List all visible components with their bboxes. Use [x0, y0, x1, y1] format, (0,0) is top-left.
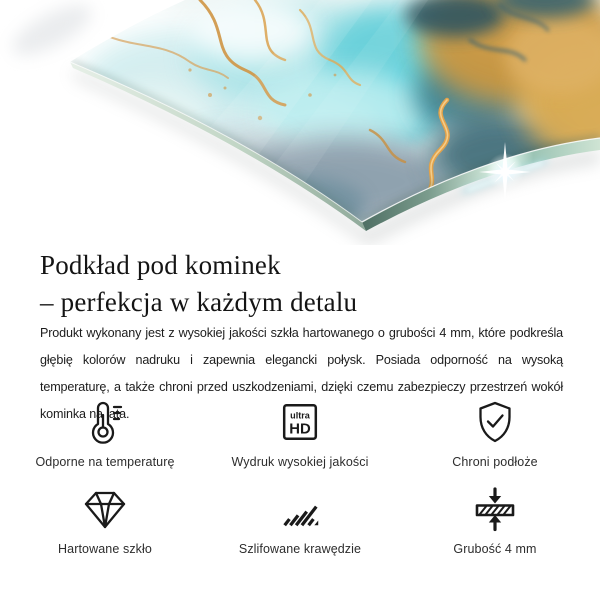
feature-item-print-quality	[180, 397, 420, 469]
page-title-line2: – perfekcja w każdym detalu	[40, 287, 358, 318]
hero-image	[0, 0, 600, 245]
feature-item-tempered-glass	[30, 484, 180, 556]
features-row-2	[30, 484, 570, 556]
feature-item-polished-edges	[180, 484, 420, 556]
feature-label: Grubość 4 mm	[453, 542, 537, 556]
feature-item-protects	[420, 397, 570, 469]
ultra-hd-icon	[277, 397, 323, 447]
feature-label: Szlifowane krawędzie	[238, 542, 362, 556]
svg-text:ultra: ultra	[290, 410, 310, 421]
shield-check-icon	[471, 397, 519, 447]
page-title	[40, 247, 560, 321]
diamond-icon	[81, 484, 129, 534]
feature-item-temperature	[30, 397, 180, 469]
glass-panel	[0, 0, 600, 245]
product-description: Produkt wykonany jest z wysokiej jakości szkła hartowanego o grubości 4 mm, które podkreśla głębię kolorów nadruku i zapewnia elegancki połysk. Posiada odporność na wysoką temperaturę, a także chroni przed uszkodzeniami, dzięki czemu zabezpieczy przestrzeń wokół kominka na lata.	[40, 325, 563, 421]
page-title-line1: Podkład pod kominek	[40, 250, 281, 281]
features-grid	[30, 397, 570, 556]
svg-text:HD: HD	[289, 421, 311, 438]
thermometer-icon	[81, 397, 129, 447]
feature-label: Wydruk wysokiej jakości	[231, 455, 369, 469]
features-row-1	[30, 397, 570, 469]
thickness-icon	[471, 484, 519, 534]
marble-print	[0, 0, 600, 245]
feature-item-thickness	[420, 484, 570, 556]
feature-label: Odporne na temperaturę	[35, 455, 175, 469]
feature-label: Chroni podłoże	[452, 455, 538, 469]
feature-label: Hartowane szkło	[58, 542, 152, 556]
polished-edges-icon	[277, 484, 323, 534]
